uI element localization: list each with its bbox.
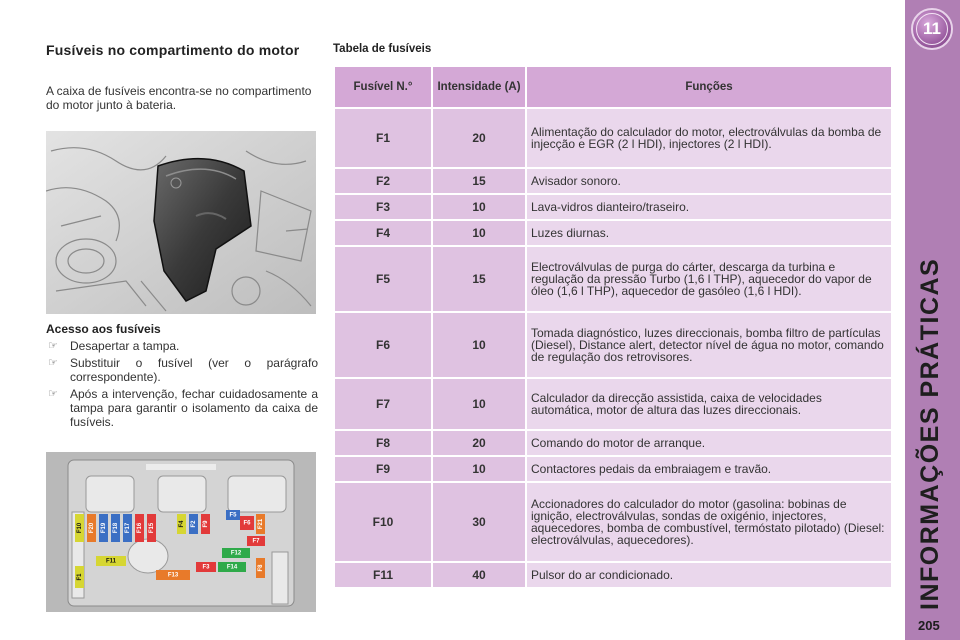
table-row xyxy=(335,247,891,311)
access-step-text: Substituir o fusível (ver o parágrafo correspondente). xyxy=(70,356,318,384)
fusebox-diagram xyxy=(46,452,316,612)
chapter-number-badge xyxy=(911,8,953,50)
cell-amps: 20 xyxy=(433,109,525,167)
header-fuse-number: Fusível N.° xyxy=(335,67,431,107)
table-row xyxy=(335,483,891,561)
fuse-label: F5 xyxy=(229,512,237,519)
fuse-label: F8 xyxy=(258,564,265,572)
table-row xyxy=(335,169,891,193)
table-header-row xyxy=(335,67,891,107)
access-step-text: Após a intervenção, fechar cuidadosamente a tampa para garantir o isolamento da caixa de fusíveis. xyxy=(70,387,318,429)
cell-fuse: F11 xyxy=(335,563,431,587)
table-row xyxy=(335,431,891,455)
cell-function: Avisador sonoro. xyxy=(527,169,891,193)
fuse-table xyxy=(333,65,893,589)
access-step-text: Desapertar a tampa. xyxy=(70,339,180,353)
cell-function: Electroválvulas de purga do cárter, descarga da turbina e regulação da pressão Turbo (1,6 l THP), aquecedor do vapor de óleo (1,6 l THP), aquecedor de gasóleo (1,6 l HDI). xyxy=(527,247,891,311)
table-row xyxy=(335,313,891,377)
cell-fuse: F10 xyxy=(335,483,431,561)
fuse-label: F16 xyxy=(137,522,144,534)
header-functions: Funções xyxy=(527,67,891,107)
table-row xyxy=(335,457,891,481)
fuse-label: F6 xyxy=(243,520,251,527)
cell-amps: 40 xyxy=(433,563,525,587)
fuse-label: F4 xyxy=(179,520,186,528)
fuse-label: F10 xyxy=(77,522,84,534)
cell-amps: 10 xyxy=(433,457,525,481)
fuse-label: F7 xyxy=(252,538,260,545)
cell-function: Alimentação do calculador do motor, electroválvulas da bomba de injecção e EGR (2 l HDI), injectores (2 l HDI). xyxy=(527,109,891,167)
table-row xyxy=(335,563,891,587)
cell-function: Calculador da direcção assistida, caixa de velocidades automática, motor de altura das luzes direccionais. xyxy=(527,379,891,429)
chapter-title: INFORMAÇÕES PRÁTICAS xyxy=(916,257,944,610)
fuse-label: F1 xyxy=(77,573,84,581)
cell-function: Luzes diurnas. xyxy=(527,221,891,245)
fuse-label: F21 xyxy=(258,518,265,530)
cell-amps: 30 xyxy=(433,483,525,561)
hand-pointer-icon: ☞ xyxy=(48,357,58,369)
cell-amps: 10 xyxy=(433,195,525,219)
cell-function: Contactores pedais da embraiagem e travão. xyxy=(527,457,891,481)
cell-amps: 10 xyxy=(433,379,525,429)
cell-amps: 15 xyxy=(433,247,525,311)
fuse-label: F17 xyxy=(125,522,132,534)
cell-fuse: F5 xyxy=(335,247,431,311)
cell-function: Comando do motor de arranque. xyxy=(527,431,891,455)
fuse-label: F18 xyxy=(113,522,120,534)
access-heading: Acesso aos fusíveis xyxy=(46,322,161,336)
engine-compartment-illustration xyxy=(46,131,316,314)
page-number: 205 xyxy=(918,618,940,633)
access-steps xyxy=(46,339,318,432)
fuse-label: F3 xyxy=(202,564,210,571)
cell-function: Lava-vidros dianteiro/traseiro. xyxy=(527,195,891,219)
fuse-label: F20 xyxy=(89,522,96,534)
cell-fuse: F6 xyxy=(335,313,431,377)
table-row xyxy=(335,195,891,219)
cell-amps: 10 xyxy=(433,221,525,245)
cell-fuse: F1 xyxy=(335,109,431,167)
fuse-label: F15 xyxy=(149,522,156,534)
cell-function: Pulsor do ar condicionado. xyxy=(527,563,891,587)
access-step xyxy=(46,387,318,429)
fuse-label: F19 xyxy=(101,522,108,534)
fuse-label: F13 xyxy=(167,572,179,579)
table-row xyxy=(335,379,891,429)
access-step xyxy=(46,339,318,353)
chapter-number: 11 xyxy=(916,13,948,45)
table-row xyxy=(335,221,891,245)
fuse-label: F11 xyxy=(105,558,117,565)
table-row xyxy=(335,109,891,167)
cell-amps: 10 xyxy=(433,313,525,377)
table-title: Tabela de fusíveis xyxy=(333,43,432,55)
hand-pointer-icon: ☞ xyxy=(48,340,58,352)
access-step xyxy=(46,356,318,384)
section-heading: Fusíveis no compartimento do motor xyxy=(46,42,300,58)
cell-fuse: F4 xyxy=(335,221,431,245)
cell-fuse: F9 xyxy=(335,457,431,481)
cell-fuse: F7 xyxy=(335,379,431,429)
cell-fuse: F2 xyxy=(335,169,431,193)
hand-pointer-icon: ☞ xyxy=(48,388,58,400)
cell-function: Tomada diagnóstico, luzes direccionais, bomba filtro de partículas (Diesel), Distance alert, detector nível de água no motor, comando de regulação dos retrovisores. xyxy=(527,313,891,377)
fuse-label: F9 xyxy=(203,520,210,528)
fuse-label: F14 xyxy=(226,564,238,571)
header-amperage: Intensidade (A) xyxy=(433,67,525,107)
cell-fuse: F3 xyxy=(335,195,431,219)
section-intro: A caixa de fusíveis encontra-se no compartimento do motor junto à bateria. xyxy=(46,84,312,112)
fuse-label: F12 xyxy=(230,550,242,557)
cell-amps: 20 xyxy=(433,431,525,455)
fuse-label: F2 xyxy=(191,520,198,528)
cell-fuse: F8 xyxy=(335,431,431,455)
cell-function: Accionadores do calculador do motor (gasolina: bobinas de ignição, electroválvulas, sondas de oxigénio, injectores, aquecedores, bomba de combustível, termóstato pilotado) (Diesel: electroválvulas, aquecedores). xyxy=(527,483,891,561)
cell-amps: 15 xyxy=(433,169,525,193)
